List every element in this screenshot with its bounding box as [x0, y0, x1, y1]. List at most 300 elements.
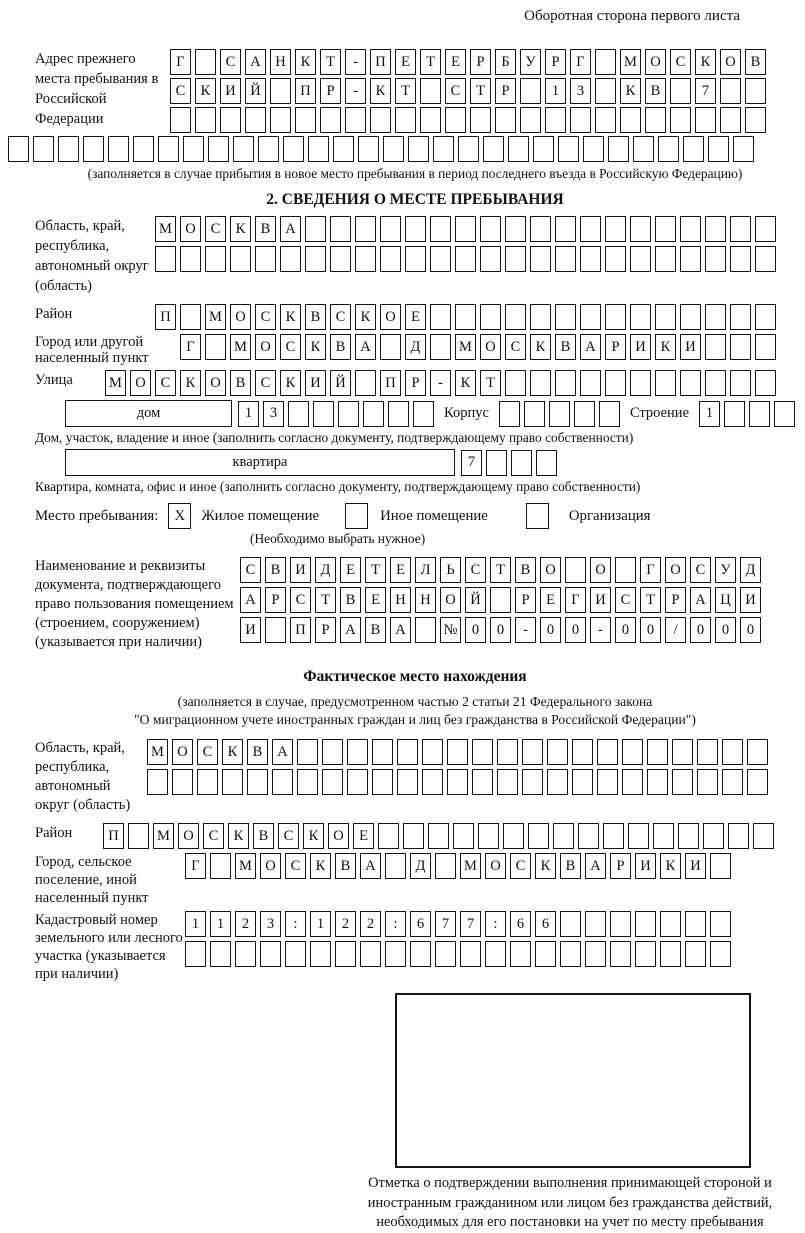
char-cell[interactable]: И: [680, 334, 701, 360]
char-cell[interactable]: [170, 107, 191, 133]
char-cell[interactable]: К: [355, 304, 376, 330]
char-cell[interactable]: [233, 136, 254, 162]
char-cell[interactable]: О: [178, 823, 199, 849]
char-cell[interactable]: А: [390, 617, 411, 643]
char-cell[interactable]: [355, 216, 376, 242]
char-cell[interactable]: В: [555, 334, 576, 360]
char-cell[interactable]: [620, 107, 641, 133]
char-cell[interactable]: [747, 739, 768, 765]
char-cell[interactable]: К: [455, 370, 476, 396]
char-cell[interactable]: [405, 246, 426, 272]
char-cell[interactable]: [660, 911, 681, 937]
char-cell[interactable]: [147, 769, 168, 795]
char-cell[interactable]: [480, 246, 501, 272]
char-cell[interactable]: [297, 769, 318, 795]
char-cell[interactable]: С: [465, 557, 486, 583]
char-cell[interactable]: [205, 334, 226, 360]
char-cell[interactable]: 2: [335, 911, 356, 937]
char-cell[interactable]: [383, 136, 404, 162]
char-cell[interactable]: [185, 941, 206, 967]
char-cell[interactable]: [730, 334, 751, 360]
char-cell[interactable]: [210, 941, 231, 967]
char-cell[interactable]: [522, 769, 543, 795]
char-cell[interactable]: В: [560, 853, 581, 879]
char-cell[interactable]: [272, 769, 293, 795]
char-cell[interactable]: [403, 823, 424, 849]
char-cell[interactable]: [478, 823, 499, 849]
char-cell[interactable]: С: [255, 370, 276, 396]
char-cell[interactable]: [385, 941, 406, 967]
char-cell[interactable]: [555, 304, 576, 330]
char-cell[interactable]: [680, 304, 701, 330]
char-cell[interactable]: [355, 246, 376, 272]
char-cell[interactable]: В: [745, 49, 766, 75]
char-cell[interactable]: Т: [365, 557, 386, 583]
char-cell[interactable]: [608, 136, 629, 162]
char-cell[interactable]: [472, 739, 493, 765]
char-cell[interactable]: 7: [695, 78, 716, 104]
char-cell[interactable]: П: [380, 370, 401, 396]
char-cell[interactable]: [222, 769, 243, 795]
char-cell[interactable]: [685, 941, 706, 967]
char-cell[interactable]: [297, 739, 318, 765]
char-cell[interactable]: [483, 136, 504, 162]
char-cell[interactable]: [430, 246, 451, 272]
char-cell[interactable]: [486, 450, 507, 476]
char-cell[interactable]: Д: [740, 557, 761, 583]
char-cell[interactable]: О: [440, 587, 461, 613]
char-cell[interactable]: В: [230, 370, 251, 396]
char-cell[interactable]: [560, 941, 581, 967]
char-cell[interactable]: [280, 246, 301, 272]
char-cell[interactable]: [622, 739, 643, 765]
char-cell[interactable]: Р: [265, 587, 286, 613]
char-cell[interactable]: 0: [565, 617, 586, 643]
char-cell[interactable]: [380, 246, 401, 272]
char-cell[interactable]: [530, 216, 551, 242]
char-cell[interactable]: 1: [238, 401, 259, 427]
char-cell[interactable]: [680, 216, 701, 242]
char-cell[interactable]: У: [715, 557, 736, 583]
char-cell[interactable]: В: [340, 587, 361, 613]
char-cell[interactable]: С: [670, 49, 691, 75]
char-cell[interactable]: Е: [365, 587, 386, 613]
char-cell[interactable]: [733, 136, 754, 162]
char-cell[interactable]: [658, 136, 679, 162]
char-cell[interactable]: П: [103, 823, 124, 849]
char-cell[interactable]: :: [485, 911, 506, 937]
char-cell[interactable]: [580, 216, 601, 242]
char-cell[interactable]: [524, 401, 545, 427]
char-cell[interactable]: [570, 107, 591, 133]
char-cell[interactable]: О: [130, 370, 151, 396]
char-cell[interactable]: Р: [320, 78, 341, 104]
char-cell[interactable]: С: [170, 78, 191, 104]
char-cell[interactable]: С: [240, 557, 261, 583]
char-cell[interactable]: [580, 304, 601, 330]
char-cell[interactable]: [672, 739, 693, 765]
char-cell[interactable]: 6: [510, 911, 531, 937]
char-cell[interactable]: [405, 216, 426, 242]
char-cell[interactable]: [435, 941, 456, 967]
char-cell[interactable]: [549, 401, 570, 427]
char-cell[interactable]: А: [585, 853, 606, 879]
char-cell[interactable]: [388, 401, 409, 427]
char-cell[interactable]: [553, 823, 574, 849]
char-cell[interactable]: [745, 78, 766, 104]
char-cell[interactable]: [655, 246, 676, 272]
char-cell[interactable]: [358, 136, 379, 162]
char-cell[interactable]: К: [195, 78, 216, 104]
char-cell[interactable]: [503, 823, 524, 849]
char-cell[interactable]: [645, 107, 666, 133]
char-cell[interactable]: 6: [535, 911, 556, 937]
char-cell[interactable]: [530, 246, 551, 272]
char-cell[interactable]: [455, 216, 476, 242]
char-cell[interactable]: [695, 107, 716, 133]
char-cell[interactable]: Г: [185, 853, 206, 879]
char-cell[interactable]: Г: [565, 587, 586, 613]
char-cell[interactable]: -: [430, 370, 451, 396]
char-cell[interactable]: [647, 739, 668, 765]
char-cell[interactable]: С: [290, 587, 311, 613]
char-cell[interactable]: М: [155, 216, 176, 242]
char-cell[interactable]: 0: [615, 617, 636, 643]
char-cell[interactable]: 0: [715, 617, 736, 643]
char-cell[interactable]: [363, 401, 384, 427]
char-cell[interactable]: [547, 739, 568, 765]
char-cell[interactable]: [338, 401, 359, 427]
char-cell[interactable]: [180, 304, 201, 330]
char-cell[interactable]: И: [685, 853, 706, 879]
char-cell[interactable]: [722, 769, 743, 795]
char-cell[interactable]: С: [205, 216, 226, 242]
char-cell[interactable]: [595, 78, 616, 104]
char-cell[interactable]: С: [155, 370, 176, 396]
char-cell[interactable]: [420, 78, 441, 104]
char-cell[interactable]: [347, 769, 368, 795]
char-cell[interactable]: [158, 136, 179, 162]
char-cell[interactable]: Р: [605, 334, 626, 360]
char-cell[interactable]: В: [645, 78, 666, 104]
char-cell[interactable]: [683, 136, 704, 162]
char-cell[interactable]: [378, 823, 399, 849]
char-cell[interactable]: Н: [415, 587, 436, 613]
char-cell[interactable]: 2: [235, 911, 256, 937]
char-cell[interactable]: С: [220, 49, 241, 75]
char-cell[interactable]: [565, 557, 586, 583]
char-cell[interactable]: Р: [610, 853, 631, 879]
char-cell[interactable]: [410, 941, 431, 967]
char-cell[interactable]: Й: [330, 370, 351, 396]
char-cell[interactable]: О: [720, 49, 741, 75]
char-cell[interactable]: К: [180, 370, 201, 396]
char-cell[interactable]: Л: [415, 557, 436, 583]
char-cell[interactable]: [730, 246, 751, 272]
char-cell[interactable]: О: [380, 304, 401, 330]
char-cell[interactable]: [730, 304, 751, 330]
char-cell[interactable]: 3: [260, 911, 281, 937]
char-cell[interactable]: [605, 304, 626, 330]
char-cell[interactable]: [210, 853, 231, 879]
char-cell[interactable]: [330, 216, 351, 242]
char-cell[interactable]: [705, 246, 726, 272]
char-cell[interactable]: [705, 216, 726, 242]
char-cell[interactable]: С: [255, 304, 276, 330]
char-cell[interactable]: [295, 107, 316, 133]
char-cell[interactable]: Е: [405, 304, 426, 330]
char-cell[interactable]: [697, 769, 718, 795]
char-cell[interactable]: В: [330, 334, 351, 360]
char-cell[interactable]: 0: [690, 617, 711, 643]
char-cell[interactable]: [395, 107, 416, 133]
char-cell[interactable]: [288, 401, 309, 427]
char-cell[interactable]: [230, 246, 251, 272]
char-cell[interactable]: Р: [315, 617, 336, 643]
char-cell[interactable]: [605, 216, 626, 242]
char-cell[interactable]: [555, 370, 576, 396]
char-cell[interactable]: [670, 107, 691, 133]
char-cell[interactable]: [530, 370, 551, 396]
char-cell[interactable]: 1: [545, 78, 566, 104]
char-cell[interactable]: К: [620, 78, 641, 104]
char-cell[interactable]: [603, 823, 624, 849]
char-cell[interactable]: [180, 246, 201, 272]
char-cell[interactable]: И: [630, 334, 651, 360]
char-cell[interactable]: [247, 769, 268, 795]
char-cell[interactable]: [628, 823, 649, 849]
char-cell[interactable]: 1: [310, 911, 331, 937]
char-cell[interactable]: [580, 246, 601, 272]
char-cell[interactable]: А: [580, 334, 601, 360]
char-cell[interactable]: 1: [210, 911, 231, 937]
char-cell[interactable]: [445, 107, 466, 133]
char-cell[interactable]: И: [635, 853, 656, 879]
char-cell[interactable]: [697, 739, 718, 765]
char-cell[interactable]: Р: [515, 587, 536, 613]
char-cell[interactable]: 3: [263, 401, 284, 427]
char-cell[interactable]: О: [645, 49, 666, 75]
char-cell[interactable]: К: [310, 853, 331, 879]
char-cell[interactable]: [195, 107, 216, 133]
char-cell[interactable]: [83, 136, 104, 162]
char-cell[interactable]: [455, 246, 476, 272]
char-cell[interactable]: [480, 216, 501, 242]
char-cell[interactable]: Т: [315, 587, 336, 613]
char-cell[interactable]: [533, 136, 554, 162]
char-cell[interactable]: Т: [640, 587, 661, 613]
char-cell[interactable]: [722, 739, 743, 765]
char-cell[interactable]: [572, 769, 593, 795]
char-cell[interactable]: [653, 823, 674, 849]
char-cell[interactable]: Р: [545, 49, 566, 75]
char-cell[interactable]: [347, 739, 368, 765]
char-cell[interactable]: 7: [461, 450, 482, 476]
char-cell[interactable]: И: [740, 587, 761, 613]
char-cell[interactable]: [413, 401, 434, 427]
char-cell[interactable]: №: [440, 617, 461, 643]
char-cell[interactable]: [415, 617, 436, 643]
char-cell[interactable]: [583, 136, 604, 162]
char-cell[interactable]: [610, 911, 631, 937]
char-cell[interactable]: [580, 370, 601, 396]
char-cell[interactable]: С: [505, 334, 526, 360]
char-cell[interactable]: В: [265, 557, 286, 583]
apartment-type-box[interactable]: квартира: [65, 449, 455, 476]
char-cell[interactable]: [485, 941, 506, 967]
char-cell[interactable]: [630, 246, 651, 272]
char-cell[interactable]: [455, 304, 476, 330]
char-cell[interactable]: [670, 78, 691, 104]
char-cell[interactable]: [270, 78, 291, 104]
char-cell[interactable]: О: [180, 216, 201, 242]
char-cell[interactable]: К: [370, 78, 391, 104]
char-cell[interactable]: Т: [490, 557, 511, 583]
char-cell[interactable]: [183, 136, 204, 162]
char-cell[interactable]: [547, 769, 568, 795]
char-cell[interactable]: [195, 49, 216, 75]
char-cell[interactable]: О: [172, 739, 193, 765]
char-cell[interactable]: 1: [699, 401, 720, 427]
char-cell[interactable]: П: [155, 304, 176, 330]
char-cell[interactable]: /: [665, 617, 686, 643]
char-cell[interactable]: [313, 401, 334, 427]
char-cell[interactable]: И: [240, 617, 261, 643]
char-cell[interactable]: [245, 107, 266, 133]
char-cell[interactable]: [458, 136, 479, 162]
char-cell[interactable]: [705, 334, 726, 360]
char-cell[interactable]: [755, 304, 776, 330]
char-cell[interactable]: К: [305, 334, 326, 360]
char-cell[interactable]: [305, 246, 326, 272]
char-cell[interactable]: О: [590, 557, 611, 583]
char-cell[interactable]: [574, 401, 595, 427]
char-cell[interactable]: [430, 304, 451, 330]
char-cell[interactable]: [430, 334, 451, 360]
char-cell[interactable]: [397, 769, 418, 795]
char-cell[interactable]: В: [305, 304, 326, 330]
char-cell[interactable]: [397, 739, 418, 765]
checkbox-organization[interactable]: [526, 503, 549, 529]
char-cell[interactable]: [585, 911, 606, 937]
char-cell[interactable]: [708, 136, 729, 162]
char-cell[interactable]: [435, 853, 456, 879]
char-cell[interactable]: [730, 216, 751, 242]
char-cell[interactable]: [753, 823, 774, 849]
char-cell[interactable]: Е: [445, 49, 466, 75]
char-cell[interactable]: О: [485, 853, 506, 879]
char-cell[interactable]: -: [590, 617, 611, 643]
char-cell[interactable]: А: [272, 739, 293, 765]
char-cell[interactable]: [460, 941, 481, 967]
char-cell[interactable]: О: [255, 334, 276, 360]
char-cell[interactable]: [774, 401, 795, 427]
char-cell[interactable]: Т: [420, 49, 441, 75]
char-cell[interactable]: [355, 370, 376, 396]
char-cell[interactable]: М: [105, 370, 126, 396]
char-cell[interactable]: 3: [570, 78, 591, 104]
char-cell[interactable]: С: [330, 304, 351, 330]
char-cell[interactable]: М: [455, 334, 476, 360]
char-cell[interactable]: [720, 78, 741, 104]
char-cell[interactable]: -: [345, 78, 366, 104]
char-cell[interactable]: [615, 557, 636, 583]
char-cell[interactable]: Р: [405, 370, 426, 396]
char-cell[interactable]: В: [365, 617, 386, 643]
char-cell[interactable]: Т: [395, 78, 416, 104]
char-cell[interactable]: [380, 334, 401, 360]
char-cell[interactable]: [630, 370, 651, 396]
char-cell[interactable]: К: [695, 49, 716, 75]
char-cell[interactable]: [345, 107, 366, 133]
char-cell[interactable]: [685, 911, 706, 937]
char-cell[interactable]: [208, 136, 229, 162]
char-cell[interactable]: С: [203, 823, 224, 849]
char-cell[interactable]: 1: [185, 911, 206, 937]
char-cell[interactable]: [595, 49, 616, 75]
char-cell[interactable]: [536, 450, 557, 476]
char-cell[interactable]: 2: [360, 911, 381, 937]
char-cell[interactable]: [33, 136, 54, 162]
char-cell[interactable]: [635, 911, 656, 937]
char-cell[interactable]: [258, 136, 279, 162]
char-cell[interactable]: А: [245, 49, 266, 75]
char-cell[interactable]: М: [205, 304, 226, 330]
char-cell[interactable]: М: [147, 739, 168, 765]
char-cell[interactable]: О: [328, 823, 349, 849]
char-cell[interactable]: В: [253, 823, 274, 849]
char-cell[interactable]: Г: [640, 557, 661, 583]
char-cell[interactable]: П: [290, 617, 311, 643]
char-cell[interactable]: Д: [410, 853, 431, 879]
char-cell[interactable]: [285, 941, 306, 967]
char-cell[interactable]: 0: [490, 617, 511, 643]
char-cell[interactable]: [335, 941, 356, 967]
char-cell[interactable]: [655, 216, 676, 242]
char-cell[interactable]: [595, 107, 616, 133]
char-cell[interactable]: С: [510, 853, 531, 879]
char-cell[interactable]: В: [515, 557, 536, 583]
char-cell[interactable]: [422, 769, 443, 795]
char-cell[interactable]: К: [295, 49, 316, 75]
char-cell[interactable]: [633, 136, 654, 162]
char-cell[interactable]: С: [615, 587, 636, 613]
char-cell[interactable]: [508, 136, 529, 162]
char-cell[interactable]: [505, 370, 526, 396]
char-cell[interactable]: [133, 136, 154, 162]
char-cell[interactable]: Г: [570, 49, 591, 75]
char-cell[interactable]: С: [278, 823, 299, 849]
char-cell[interactable]: К: [535, 853, 556, 879]
char-cell[interactable]: [155, 246, 176, 272]
char-cell[interactable]: [308, 136, 329, 162]
char-cell[interactable]: [535, 941, 556, 967]
char-cell[interactable]: [710, 911, 731, 937]
char-cell[interactable]: [108, 136, 129, 162]
char-cell[interactable]: О: [230, 304, 251, 330]
char-cell[interactable]: [372, 769, 393, 795]
char-cell[interactable]: И: [305, 370, 326, 396]
char-cell[interactable]: М: [230, 334, 251, 360]
char-cell[interactable]: Ь: [440, 557, 461, 583]
char-cell[interactable]: У: [520, 49, 541, 75]
char-cell[interactable]: [635, 941, 656, 967]
char-cell[interactable]: И: [290, 557, 311, 583]
char-cell[interactable]: М: [235, 853, 256, 879]
char-cell[interactable]: [433, 136, 454, 162]
char-cell[interactable]: К: [655, 334, 676, 360]
char-cell[interactable]: Д: [405, 334, 426, 360]
